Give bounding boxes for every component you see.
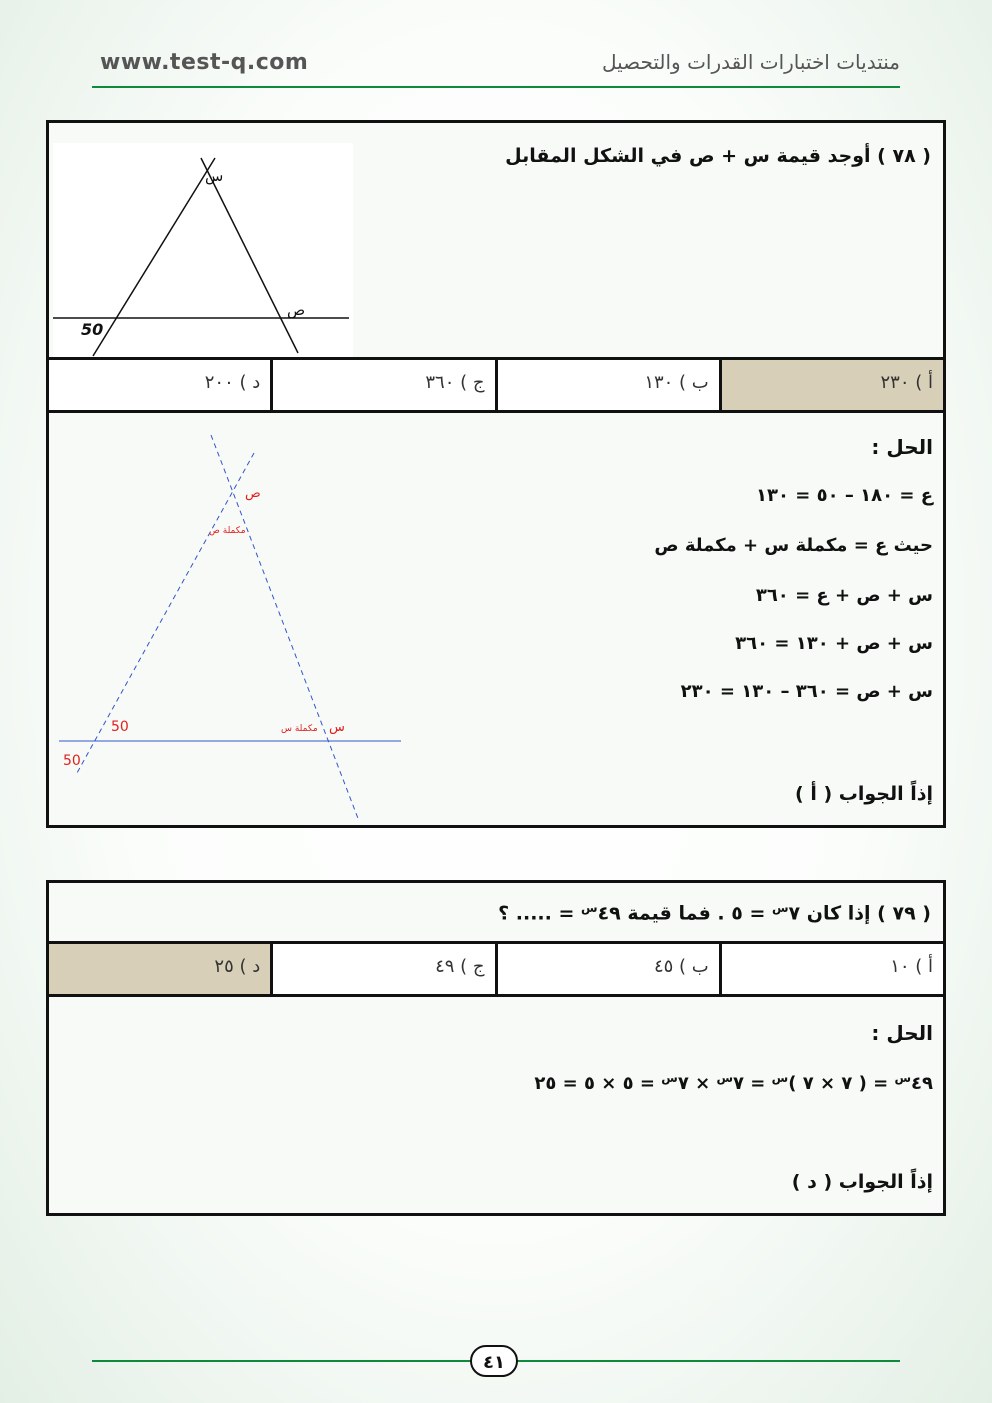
figure-label-top: س (205, 167, 224, 185)
figure-label-right: ص (287, 301, 306, 319)
solution-line-2: حيث ع = مكملة س + مكملة ص (654, 535, 933, 556)
option-c[interactable]: ج ) ٣٦٠ (270, 360, 494, 410)
eq-e: = ٥ × ٥ = ٢٥ (534, 1073, 662, 1094)
question-79-text (498, 901, 931, 924)
eq-d: × ٧ (677, 1073, 717, 1094)
solution-line-5: س + ص = ٣٦٠ – ١٣٠ = ٢٣٠ (680, 681, 933, 702)
option-a[interactable]: أ ) ١٠ (719, 944, 943, 994)
question-79-header (49, 883, 943, 944)
eq-b: = ( ٧ × ٧ ) (788, 1073, 895, 1094)
question-78-solution (49, 413, 943, 825)
q79-part2: = ٥ . فما قيمة ٤٩ (597, 902, 772, 925)
option-b[interactable]: ب ) ١٣٠ (495, 360, 719, 410)
solution-title: الحل : (871, 1021, 933, 1045)
solution-line-1: ع = ١٨٠ – ٥٠ = ١٣٠ (755, 485, 933, 506)
question-78-box (46, 120, 946, 828)
sol-label-right: س (329, 720, 345, 735)
option-c[interactable]: ج ) ٤٩ (270, 944, 494, 994)
question-78-options (49, 360, 943, 413)
question-78-header (49, 123, 943, 360)
eq-a: ٤٩ (911, 1073, 933, 1094)
eq-s2: س (771, 1071, 789, 1085)
solution-78-figure (49, 413, 409, 823)
sol-note-top: مكملة ص (209, 526, 246, 536)
site-url[interactable]: www.test-q.com (100, 50, 309, 75)
solution-equation (534, 1071, 933, 1094)
q79-sup1: س (771, 901, 789, 915)
solution-line-4: س + ص + ١٣٠ = ٣٦٠ (735, 633, 933, 654)
option-a[interactable]: أ ) ٢٣٠ (719, 360, 943, 410)
solution-title: الحل : (871, 435, 933, 459)
option-d[interactable]: د ) ٢٥ (49, 944, 270, 994)
page-number: ٤١ (470, 1345, 518, 1377)
header-divider (92, 86, 900, 88)
question-78-figure (53, 143, 353, 357)
sol-angle-outer: 50 (63, 753, 81, 769)
sol-angle-inner: 50 (111, 719, 129, 735)
solution-answer: إذاً الجواب ( أ ) (795, 783, 933, 805)
sol-label-top: ص (245, 486, 261, 501)
eq-c: = ٧ (733, 1073, 772, 1094)
eq-s1: س (894, 1071, 912, 1085)
question-79-solution (49, 997, 943, 1213)
option-d[interactable]: د ) ٢٠٠ (49, 360, 270, 410)
q79-sup2: س (581, 901, 598, 915)
option-b[interactable]: ب ) ٤٥ (495, 944, 719, 994)
forum-title: منتديات اختبارات القدرات والتحصيل (601, 50, 900, 74)
q79-part1: ( ٧٩ ) إذا كان ٧ (788, 902, 931, 925)
eq-s4: س (661, 1071, 678, 1085)
solution-answer: إذاً الجواب ( د ) (791, 1171, 933, 1193)
question-78-text: ( ٧٨ ) أوجد قيمة س + ص في الشكل المقابل (505, 145, 931, 167)
question-79-box (46, 880, 946, 1216)
sol-note-right: مكملة س (281, 724, 318, 734)
eq-s3: س (716, 1071, 734, 1085)
question-79-options (49, 944, 943, 997)
figure-label-angle: 50 (81, 320, 104, 339)
solution-line-3: س + ص + ع = ٣٦٠ (755, 585, 933, 606)
q79-part3: = ..... ؟ (498, 902, 581, 925)
